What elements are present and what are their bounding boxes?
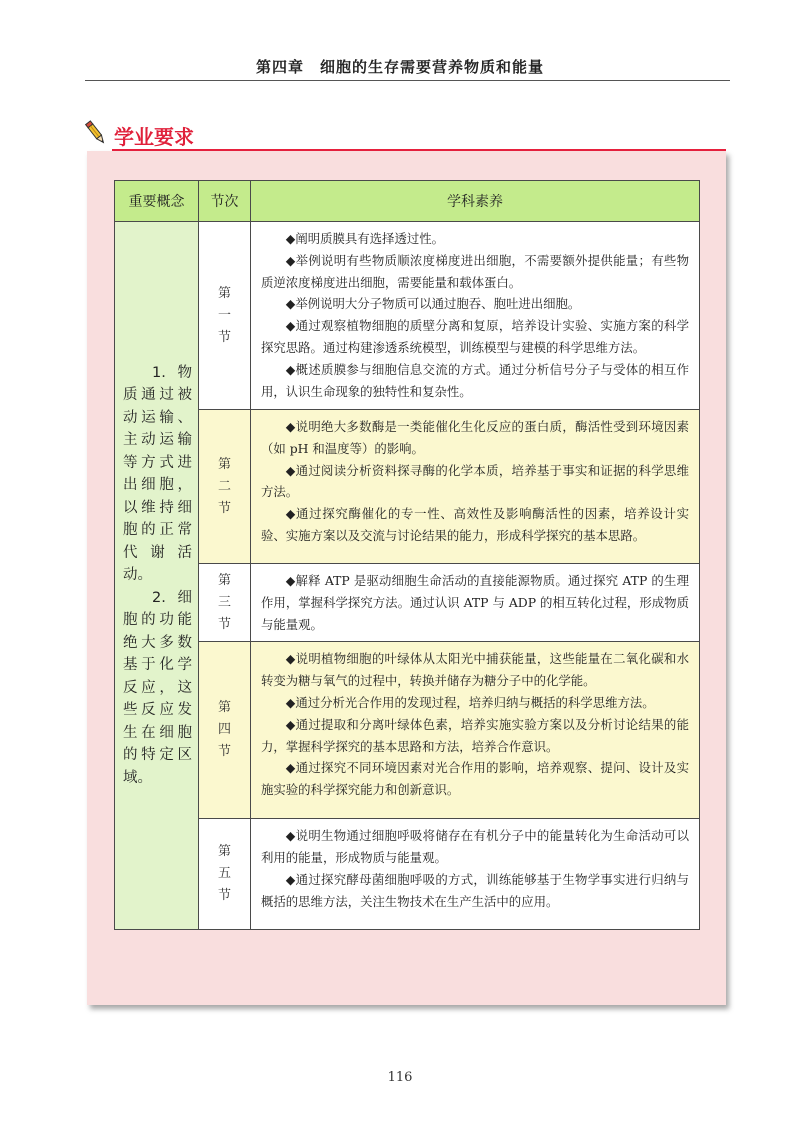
page-number: 116 (387, 1070, 413, 1085)
section-cell: 第四节 (199, 642, 251, 819)
header-rule (85, 80, 730, 81)
literacy-item: ◆通过探究不同环境因素对光合作用的影响，培养观察、提问、设计及实施实验的科学探究能力和创新意识。 (261, 760, 689, 798)
literacy-item: ◆解释 ATP 是驱动细胞生命活动的直接能源物质。通过探究 ATP 的生理作用，掌握科学探究方法。通过认识 ATP 与 ADP 的相互转化过程，形成物质与能量观。 (261, 573, 689, 632)
running-head: 第四章 细胞的生存需要营养物质和能量 (255, 58, 544, 76)
section-cell: 第三节 (199, 564, 251, 642)
literacy-cell (251, 222, 700, 410)
header-section: 节次 (199, 181, 251, 222)
literacy-item: ◆概述质膜参与细胞信息交流的方式。通过分析信号分子与受体的相互作用，认识生命现象的独特性和复杂性。 (261, 361, 689, 399)
header-literacy: 学科素养 (251, 181, 700, 222)
literacy-item: ◆通过提取和分离叶绿体色素，培养实施实验方案以及分析讨论结果的能力，掌握科学探究的基本思路和方法，培养合作意识。 (261, 716, 689, 754)
pencil-icon (84, 119, 108, 151)
table-row (115, 410, 700, 564)
table-row (115, 819, 700, 930)
literacy-item: ◆通过分析光合作用的发现过程，培养归纳与概括的科学思维方法。 (285, 694, 655, 710)
literacy-cell (251, 642, 700, 819)
literacy-item: ◆举例说明大分子物质可以通过胞吞、胞吐进出细胞。 (285, 296, 581, 312)
literacy-item: ◆说明绝大多数酶是一类能催化生化反应的蛋白质，酶活性受到环境因素（如 pH 和温度等）的影响。 (261, 419, 689, 456)
section-title (84, 119, 194, 151)
concept-paragraph: 1. 物质通过被动运输、主动运输等方式进出细胞，以维持细胞的正常代谢活动。 (123, 364, 192, 584)
concept-cell (115, 222, 199, 930)
literacy-item: ◆通过阅读分析资料探寻酶的化学本质，培养基于事实和证据的科学思维方法。 (261, 462, 689, 500)
literacy-item: ◆阐明质膜具有选择透过性。 (285, 231, 445, 246)
section-title-text: 学业要求 (114, 124, 194, 149)
requirements-table (114, 180, 700, 930)
literacy-item: ◆通过观察植物细胞的质壁分离和复原，培养设计实验、实施方案的科学探究思路。通过构建渗透系统模型，训练模型与建模的科学思维方法。 (261, 318, 689, 355)
section-cell: 第一节 (199, 222, 251, 410)
literacy-cell (251, 819, 700, 930)
literacy-cell (251, 564, 700, 642)
table-header-row (115, 181, 700, 222)
table-row (115, 564, 700, 642)
literacy-item: ◆说明生物通过细胞呼吸将储存在有机分子中的能量转化为生命活动可以利用的能量，形成物质与能量观。 (261, 828, 689, 866)
section-cell: 第五节 (199, 819, 251, 930)
section-cell: 第二节 (199, 410, 251, 564)
table-row (115, 222, 700, 410)
literacy-item: ◆举例说明有些物质顺浓度梯度进出细胞，不需要额外提供能量；有些物质逆浓度梯度进出细胞，需要能量和载体蛋白。 (261, 252, 689, 290)
table-row (115, 642, 700, 819)
literacy-cell (251, 410, 700, 564)
literacy-item: ◆说明植物细胞的叶绿体从太阳光中捕获能量，这些能量在二氧化碳和水转变为糖与氧气的过程中，转换并储存为糖分子中的化学能。 (261, 651, 689, 689)
literacy-item: ◆通过探究酵母菌细胞呼吸的方式，训练能够基于生物学事实进行归纳与概括的思维方法，关注生物技术在生产生活中的应用。 (261, 871, 689, 909)
literacy-item: ◆通过探究酶催化的专一性、高效性及影响酶活性的因素，培养设计实验、实施方案以及交流与讨论结果的能力，形成科学探究的基本思路。 (261, 506, 689, 543)
header-concept: 重要概念 (115, 181, 199, 222)
concept-paragraph: 2. 细胞的功能绝大多数基于化学反应，这些反应发生在细胞的特定区域。 (123, 589, 192, 786)
